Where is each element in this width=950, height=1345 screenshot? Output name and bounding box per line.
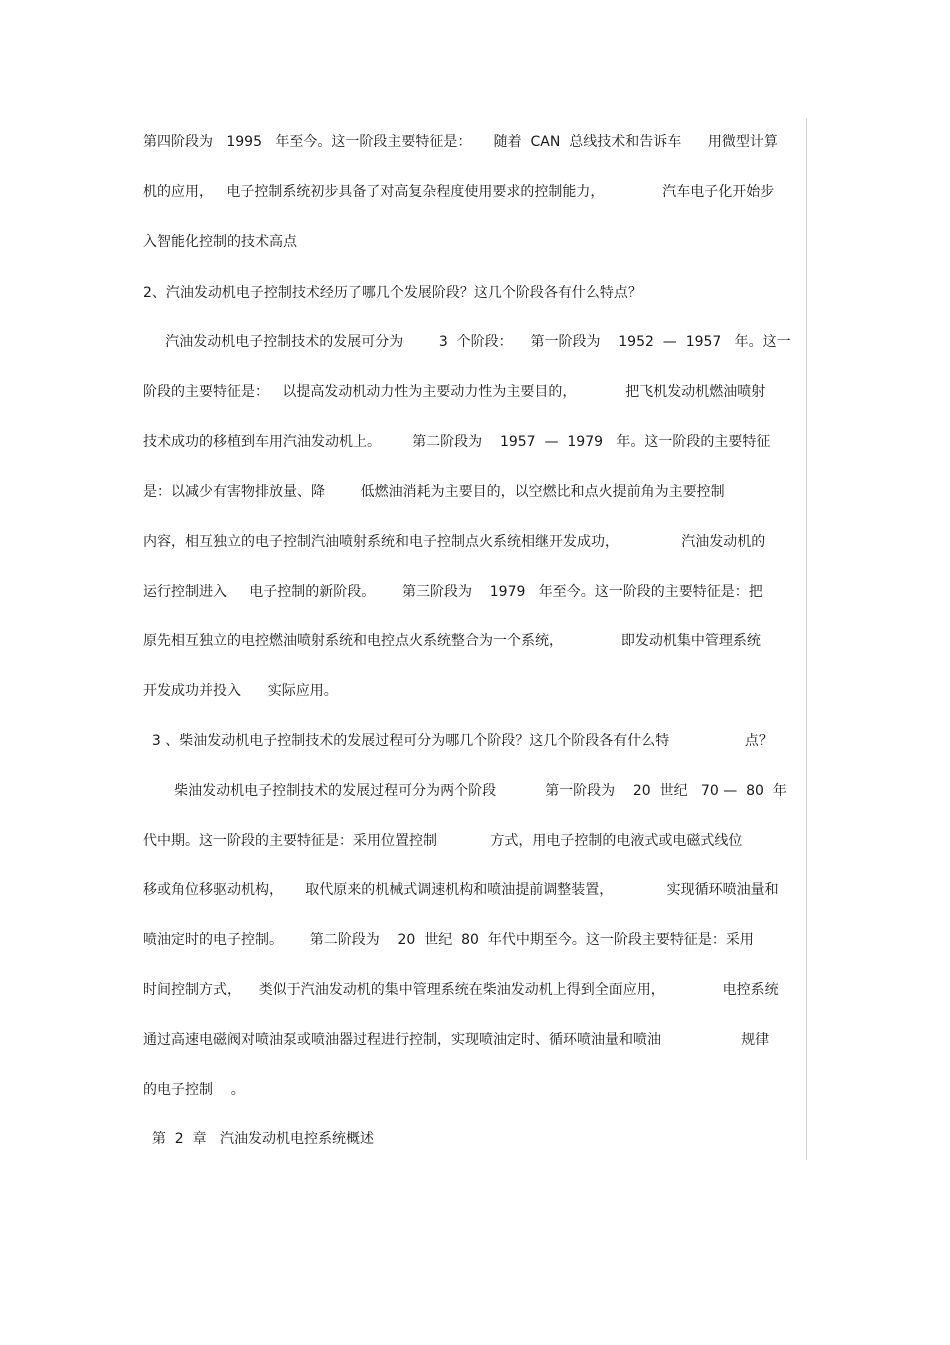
page-border-line [806, 118, 807, 1160]
text-line: 的电子控制 。 [143, 1082, 245, 1098]
text-line: 是：以减少有害物排放量、降 低燃油消耗为主要目的，以空燃比和点火提前角为主要控制 [143, 484, 725, 500]
text-line: 阶段的主要特征是： 以提高发动机动力性为主要动力性为主要目的， 把飞机发动机燃油喷射 [143, 384, 766, 400]
text-line: 技术成功的移植到车用汽油发动机上。 第二阶段为 1957 — 1979 年。这一阶段的主要特征 [143, 434, 771, 450]
text-line: 运行控制进入 电子控制的新阶段。 第三阶段为 1979 年至今。这一阶段的主要特征是：把 [143, 584, 763, 600]
text-line: 代中期。这一阶段的主要特征是：采用位置控制 方式，用电子控制的电液式或电磁式线位 [143, 833, 743, 849]
text-line: 汽油发动机电子控制技术的发展可分为 3 个阶段： 第一阶段为 1952 — 1957 年。这一 [143, 334, 791, 350]
text-line: 入智能化控制的技术高点 [143, 234, 297, 250]
text-line: 原先相互独立的电控燃油喷射系统和电控点火系统整合为一个系统， 即发动机集中管理系统 [143, 633, 761, 649]
text-line: 机的应用， 电子控制系统初步具备了对高复杂程度使用要求的控制能力， 汽车电子化开始步 [143, 184, 775, 200]
text-line: 喷油定时的电子控制。 第二阶段为 20 世纪 80 年代中期至今。这一阶段主要特征是：采用 [143, 932, 754, 948]
text-line: 内容，相互独立的电子控制汽油喷射系统和电子控制点火系统相继开发成功， 汽油发动机的 [143, 534, 766, 550]
question-heading-3: 3 、柴油发动机电子控制技术的发展过程可分为哪几个阶段？这几个阶段各有什么特 点？ [143, 733, 773, 749]
text-line: 时间控制方式， 类似于汽油发动机的集中管理系统在柴油发动机上得到全面应用， 电控系统 [143, 982, 779, 998]
text-line: 开发成功并投入 实际应用。 [143, 683, 338, 699]
question-heading-2: 2、汽油发动机电子控制技术经历了哪几个发展阶段？这几个阶段各有什么特点？ [143, 285, 642, 301]
text-line: 柴油发动机电子控制技术的发展过程可分为两个阶段 第一阶段为 20 世纪 70 — 80 年 [143, 783, 787, 799]
chapter-heading: 第 2 章 汽油发动机电控系统概述 [143, 1131, 374, 1147]
text-line: 第四阶段为 1995 年至今。这一阶段主要特征是： 随着 CAN 总线技术和告诉车 用微型计算 [143, 134, 778, 150]
text-line: 通过高速电磁阀对喷油泵或喷油器过程进行控制，实现喷油定时、循环喷油量和喷油 规律 [143, 1032, 770, 1048]
text-line: 移或角位移驱动机构， 取代原来的机械式调速机构和喷油提前调整装置， 实现循环喷油量和 [143, 882, 779, 898]
